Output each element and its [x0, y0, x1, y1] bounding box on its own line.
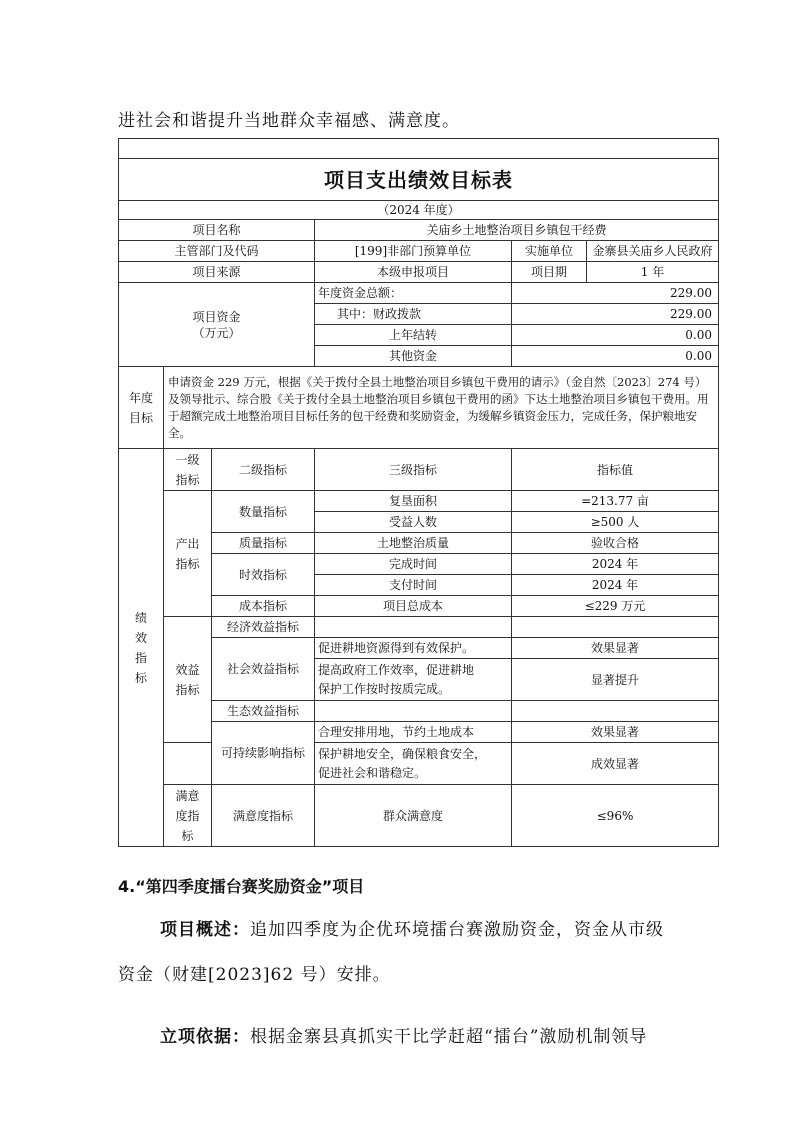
su2-name-line1: 保护耕地安全，确保粮食安全， — [318, 746, 487, 761]
annual-goal-label-line1: 年度 — [128, 390, 153, 405]
q1-name: 复垦面积 — [315, 491, 512, 512]
annual-goal-label-line2: 目标 — [128, 410, 153, 425]
header-level1-line1: 一级 — [175, 452, 200, 467]
benefit-label-line1: 效益 — [175, 662, 200, 677]
impl-label: 实施单位 — [512, 241, 587, 262]
funds-item-value: 229.00 — [512, 283, 719, 304]
overview-text-1: 追加四季度为企优环境擂台赛激励资金，资金从市级 — [250, 920, 664, 940]
satisfaction-label — [164, 785, 212, 847]
time-indicator-label: 时效指标 — [212, 554, 315, 596]
cost-indicator-label: 成本指标 — [212, 596, 315, 617]
funds-item-label: 其他资金 — [315, 346, 512, 367]
eco-indicator-label: 生态效益指标 — [212, 701, 315, 722]
table-year: （2024 年度） — [119, 201, 719, 220]
empty-cell — [512, 617, 719, 638]
perf-label-char: 标 — [134, 670, 147, 685]
q1-value: =213.77 亩 — [512, 491, 719, 512]
empty-cell — [315, 701, 512, 722]
project-name-value: 关庙乡土地整治项目乡镇包干经费 — [315, 220, 719, 241]
cost-name: 项目总成本 — [315, 596, 512, 617]
q2-value: ≥500 人 — [512, 512, 719, 533]
t2-value: 2024 年 — [512, 575, 719, 596]
t2-name: 支付时间 — [315, 575, 512, 596]
project-name-label: 项目名称 — [119, 220, 315, 241]
s2-name — [315, 659, 512, 701]
satisfaction-value: ≤96% — [512, 785, 719, 847]
sat-label-line: 满意 — [175, 788, 200, 803]
period-label: 项目期 — [512, 262, 587, 283]
perf-label-char: 指 — [134, 650, 147, 665]
s2-name-line1: 提高政府工作效率，促进耕地 — [318, 662, 475, 677]
table-top-blank-row — [119, 139, 719, 159]
quality-indicator-label: 质量指标 — [212, 533, 315, 554]
impl-value: 金寨县关庙乡人民政府 — [587, 241, 719, 262]
s1-name: 促进耕地资源得到有效保护。 — [315, 638, 512, 659]
header-level3: 三级指标 — [315, 449, 512, 491]
header-value: 指标值 — [512, 449, 719, 491]
su2-name-line2: 促进社会和谐稳定。 — [318, 765, 427, 780]
basis-line1 — [160, 1022, 647, 1047]
performance-target-table — [118, 138, 719, 847]
benefit-indicator-label — [164, 617, 212, 743]
funds-item-label: 其中：财政拨款 — [315, 304, 512, 325]
social-indicator-label: 社会效益指标 — [212, 638, 315, 701]
annual-goal-label — [119, 367, 164, 449]
t1-name: 完成时间 — [315, 554, 512, 575]
output-indicator-label — [164, 491, 212, 617]
perf-indicator-label — [119, 449, 164, 847]
overview-line1 — [160, 915, 664, 940]
funds-label-line2: （万元） — [192, 325, 241, 340]
source-value: 本级申报项目 — [315, 262, 512, 283]
satisfaction-name: 群众满意度 — [315, 785, 512, 847]
section4-title: 4.“第四季度擂台赛奖励资金”项目 — [118, 877, 365, 896]
cost-value: ≤229 万元 — [512, 596, 719, 617]
header-level1 — [164, 449, 212, 491]
source-label: 项目来源 — [119, 262, 315, 283]
perf-label-char: 效 — [134, 630, 147, 645]
quantity-indicator-label: 数量指标 — [212, 491, 315, 533]
funds-label — [119, 283, 315, 367]
econ-indicator-label: 经济效益指标 — [212, 617, 315, 638]
table-title: 项目支出绩效目标表 — [119, 159, 719, 201]
su1-value: 效果显著 — [512, 722, 719, 743]
su2-name — [315, 743, 512, 785]
su1-name: 合理安排用地，节约土地成本 — [315, 722, 512, 743]
dept-value: [199]非部门预算单位 — [315, 241, 512, 262]
s1-value: 效果显著 — [512, 638, 719, 659]
su2-value: 成效显著 — [512, 743, 719, 785]
period-value: 1 年 — [587, 262, 719, 283]
empty-cell — [512, 701, 719, 722]
funds-item-label: 上年结转 — [315, 325, 512, 346]
output-label-line1: 产出 — [175, 536, 200, 551]
funds-item-label: 年度资金总额： — [315, 283, 512, 304]
funds-item-value: 0.00 — [512, 346, 719, 367]
s2-value: 显著提升 — [512, 659, 719, 701]
sat-label-line: 度指 — [175, 808, 200, 823]
overview-label: 项目概述： — [160, 920, 250, 940]
header-level1-line2: 指标 — [175, 472, 200, 487]
intro-line: 进社会和谐提升当地群众幸福感、满意度。 — [118, 111, 460, 131]
header-level2: 二级指标 — [212, 449, 315, 491]
satisfaction-sub-label: 满意度指标 — [212, 785, 315, 847]
basis-text: 根据金寨县真抓实干比学赶超“擂台”激励机制领导 — [250, 1027, 648, 1047]
benefit-label-line2: 指标 — [175, 682, 200, 697]
funds-item-value: 0.00 — [512, 325, 719, 346]
empty-cell — [315, 617, 512, 638]
overview-line2: 资金（财建[2023]62 号）安排。 — [118, 965, 391, 985]
q2-name: 受益人数 — [315, 512, 512, 533]
perf-label-char: 绩 — [134, 610, 147, 625]
quality-name: 土地整治质量 — [315, 533, 512, 554]
output-label-line2: 指标 — [175, 556, 200, 571]
dept-label: 主管部门及代码 — [119, 241, 315, 262]
sustain-indicator-label: 可持续影响指标 — [212, 722, 315, 785]
t1-value: 2024 年 — [512, 554, 719, 575]
annual-goal-text: 申请资金 229 万元，根据《关于拨付全县土地整治项目乡镇包干费用的请示》（金自然〔2023〕274 号）及领导批示、综合股《关于拨付全县土地整治项目乡镇包干费用的函》下达土地整治项目乡镇包干费用。用于超额完成土地整治项目目标任务的包干经费和奖励资金，为缓解乡镇资金压力，完成任务，保护粮地安全。 — [164, 367, 719, 449]
quality-value: 验收合格 — [512, 533, 719, 554]
sat-label-line: 标 — [181, 828, 194, 843]
basis-label: 立项依据： — [160, 1027, 250, 1047]
empty-cell — [164, 743, 212, 785]
funds-item-value: 229.00 — [512, 304, 719, 325]
s2-name-line2: 保护工作按时按质完成。 — [318, 681, 451, 696]
funds-label-line1: 项目资金 — [192, 309, 241, 324]
